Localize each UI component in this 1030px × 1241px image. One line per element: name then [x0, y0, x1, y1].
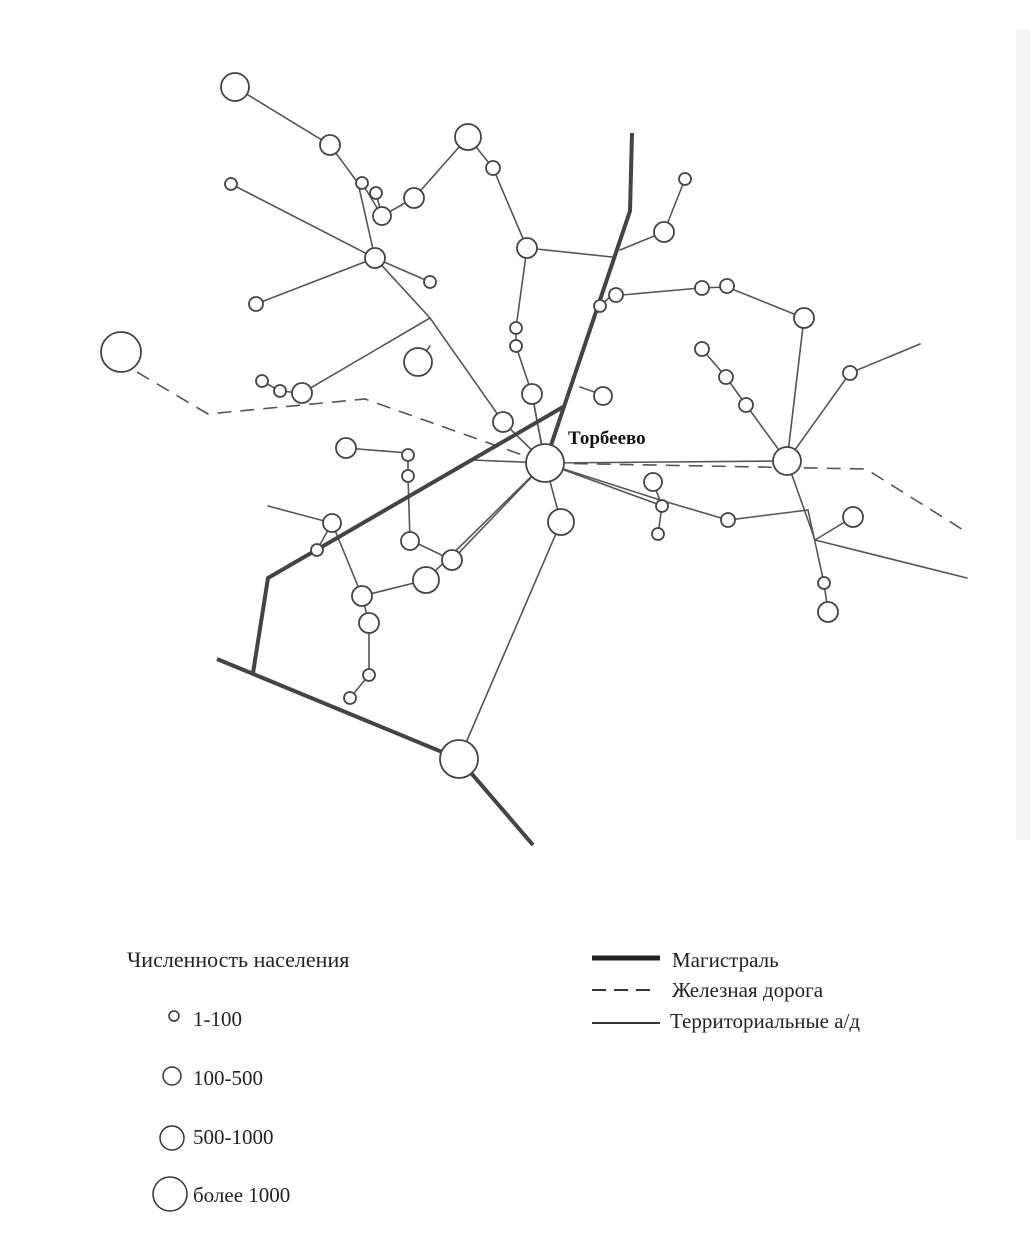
- settlement-small: [336, 438, 356, 458]
- settlement-tiny: [609, 288, 623, 302]
- settlement-small: [654, 222, 674, 242]
- legend-symbol-small: [163, 1067, 181, 1085]
- settlement-medium: [221, 73, 249, 101]
- settlement-tiny: [510, 340, 522, 352]
- settlement-medium: [413, 567, 439, 593]
- settlement-small: [594, 387, 612, 405]
- settlement-small: [818, 602, 838, 622]
- settlement-small: [404, 188, 424, 208]
- settlement-tiny: [695, 342, 709, 356]
- road: [362, 463, 545, 596]
- road: [472, 460, 787, 463]
- territorial-roads: [231, 87, 967, 759]
- settlement-tiny: [679, 173, 691, 185]
- road: [256, 258, 430, 304]
- legend-symbol-medium: [160, 1126, 184, 1150]
- settlement-tiny: [695, 281, 709, 295]
- settlement-tiny: [721, 513, 735, 527]
- road: [808, 510, 828, 612]
- settlement-tiny: [356, 177, 368, 189]
- settlement-tiny: [486, 161, 500, 175]
- settlement-small: [644, 473, 662, 491]
- settlement-small: [323, 514, 341, 532]
- settlement-tiny: [256, 375, 268, 387]
- road: [235, 87, 545, 463]
- road: [787, 344, 920, 461]
- road: [231, 184, 375, 258]
- road: [787, 461, 967, 578]
- settlement-small: [401, 532, 419, 550]
- highway: [217, 133, 632, 845]
- settlement-tiny: [363, 669, 375, 681]
- population-legend-title: Численность населения: [127, 947, 350, 972]
- settlement-tiny: [719, 370, 733, 384]
- settlement-tiny: [720, 279, 734, 293]
- settlement-tiny: [274, 385, 286, 397]
- settlement-small: [320, 135, 340, 155]
- legend-label-highway: Магистраль: [672, 948, 779, 972]
- settlement-tiny: [424, 276, 436, 288]
- settlement-medium: [455, 124, 481, 150]
- settlement-tiny: [370, 187, 382, 199]
- legend-symbol-tiny: [169, 1011, 179, 1021]
- settlement-large: [526, 444, 564, 482]
- settlement-small: [493, 412, 513, 432]
- settlement-tiny: [843, 366, 857, 380]
- settlement-large: [440, 740, 478, 778]
- settlement-tiny: [402, 449, 414, 461]
- settlement-small: [517, 238, 537, 258]
- center-label: Торбеево: [568, 428, 646, 449]
- settlement-small: [794, 308, 814, 328]
- legend-label-100-500: 100-500: [193, 1066, 263, 1090]
- settlement-tiny: [510, 322, 522, 334]
- legend-label-over-1000: более 1000: [193, 1183, 291, 1207]
- legend-label-railway: Железная дорога: [672, 978, 824, 1002]
- settlement-tiny: [402, 470, 414, 482]
- legend-symbol-large: [153, 1177, 187, 1211]
- settlement-small: [522, 384, 542, 404]
- settlement-tiny: [249, 297, 263, 311]
- settlement-tiny: [818, 577, 830, 589]
- settlement-medium: [773, 447, 801, 475]
- legend-label-territorial-road: Территориальные а/д: [670, 1009, 861, 1033]
- road: [545, 463, 808, 520]
- road: [459, 463, 561, 759]
- legend-label-500-1000: 500-1000: [193, 1125, 274, 1149]
- settlement-small: [292, 383, 312, 403]
- legend-label-1-100: 1-100: [193, 1007, 242, 1031]
- settlement-small: [442, 550, 462, 570]
- settlement-small: [843, 507, 863, 527]
- settlement-tiny: [344, 692, 356, 704]
- settlement-small: [352, 586, 372, 606]
- settlement-medium: [548, 509, 574, 535]
- settlement-small: [365, 248, 385, 268]
- settlement-medium: [404, 348, 432, 376]
- settlement-small: [359, 613, 379, 633]
- settlement-tiny: [225, 178, 237, 190]
- road: [346, 448, 545, 560]
- settlement-tiny: [594, 300, 606, 312]
- settlement-tiny: [652, 528, 664, 540]
- settlement-tiny: [311, 544, 323, 556]
- settlements: [101, 73, 863, 778]
- road-legend-symbols: [590, 948, 670, 1028]
- settlement-large: [101, 332, 141, 372]
- settlement-tiny: [739, 398, 753, 412]
- settlement-tiny: [656, 500, 668, 512]
- settlement-small: [373, 207, 391, 225]
